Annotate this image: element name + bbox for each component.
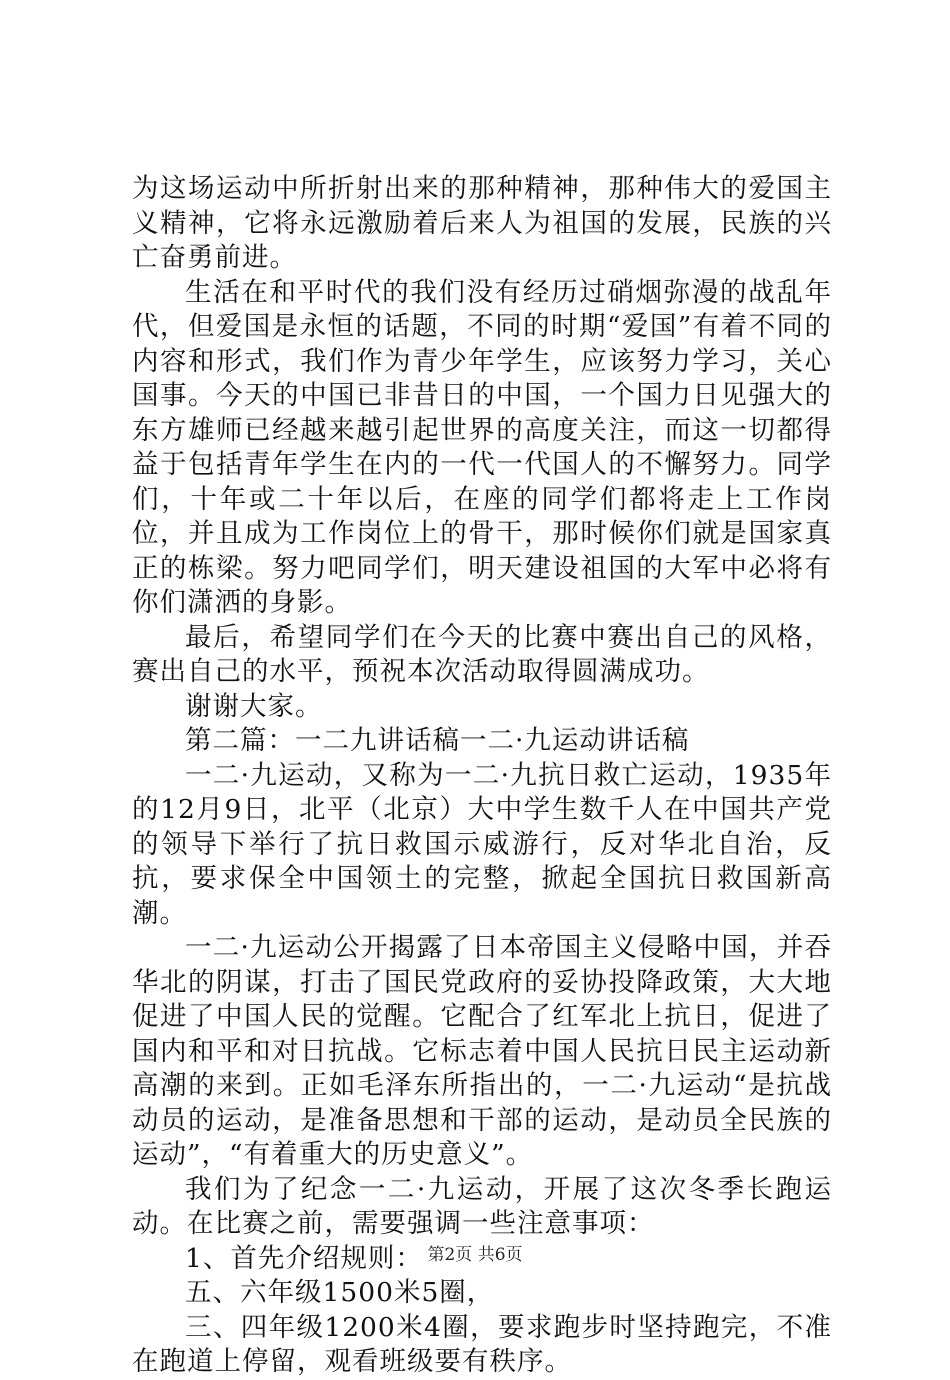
paragraph-movement-significance: 一二·九运动公开揭露了日本帝国主义侵略中国，并吞华北的阴谋，打击了国民党政府的妥协投降政策，大大地促进了中国人民的觉醒。它配合了红军北上抗日，促进了国内和平和对日抗战。它标志着中国人民抗日民主运动新高潮的来到。正如毛泽东所指出的，一二·九运动“是抗战动员的运动，是准备思想和干部的运动，是动员全民族的运动”，“有着重大的历史意义”。 [132, 932, 832, 1170]
list-item-grade-5-6: 五、六年级1500米5圈， [185, 1277, 495, 1308]
page-footer: 第2页 共6页 [427, 1245, 523, 1265]
list-item-grade-3-4: 三、四年级1200米4圈，要求跑步时坚持跑完，不准在跑道上停留，观看班级要有秩序。 [132, 1311, 832, 1377]
document-body [132, 172, 832, 1380]
section-heading: 第二篇：一二九讲话稿一二·九运动讲话稿 [185, 725, 690, 756]
paragraph-winter-run: 我们为了纪念一二·九运动，开展了这次冬季长跑运动。在比赛之前，需要强调一些注意事项： [132, 1173, 832, 1239]
paragraph-continuation: 为这场运动中所折射出来的那种精神，那种伟大的爱国主义精神，它将永远激励着后来人为祖国的发展，民族的兴亡奋勇前进。 [132, 173, 832, 273]
list-item-rules: 1、首先介绍规则： [185, 1242, 423, 1274]
paragraph-closing-wish: 最后，希望同学们在今天的比赛中赛出自己的风格，赛出自己的水平，预祝本次活动取得圆满成功。 [132, 621, 832, 687]
paragraph-thanks: 谢谢大家。 [185, 690, 323, 722]
paragraph-movement-intro: 一二·九运动，又称为一二·九抗日救亡运动，1935年的12月9日，北平（北京）大中学生数千人在中国共产党的领导下举行了抗日救国示威游行，反对华北自治，反抗，要求保全中国领土的完整，掀起全国抗日救国新高潮。 [132, 759, 832, 929]
paragraph-peace-era: 生活在和平时代的我们没有经历过硝烟弥漫的战乱年代，但爱国是永恒的话题，不同的时期“爱国”有着不同的内容和形式，我们作为青少年学生，应该努力学习，关心国事。今天的中国已非昔日的中国，一个国力日见强大的东方雄师已经越来越引起世界的高度关注，而这一切都得益于包括青年学生在内的一代一代国人的不懈努力。同学们，十年或二十年以后，在座的同学们都将走上工作岗位，并且成为工作岗位上的骨干，那时候你们就是国家真正的栋梁。努力吧同学们，明天建设祖国的大军中必将有你们潇洒的身影。 [132, 276, 832, 618]
